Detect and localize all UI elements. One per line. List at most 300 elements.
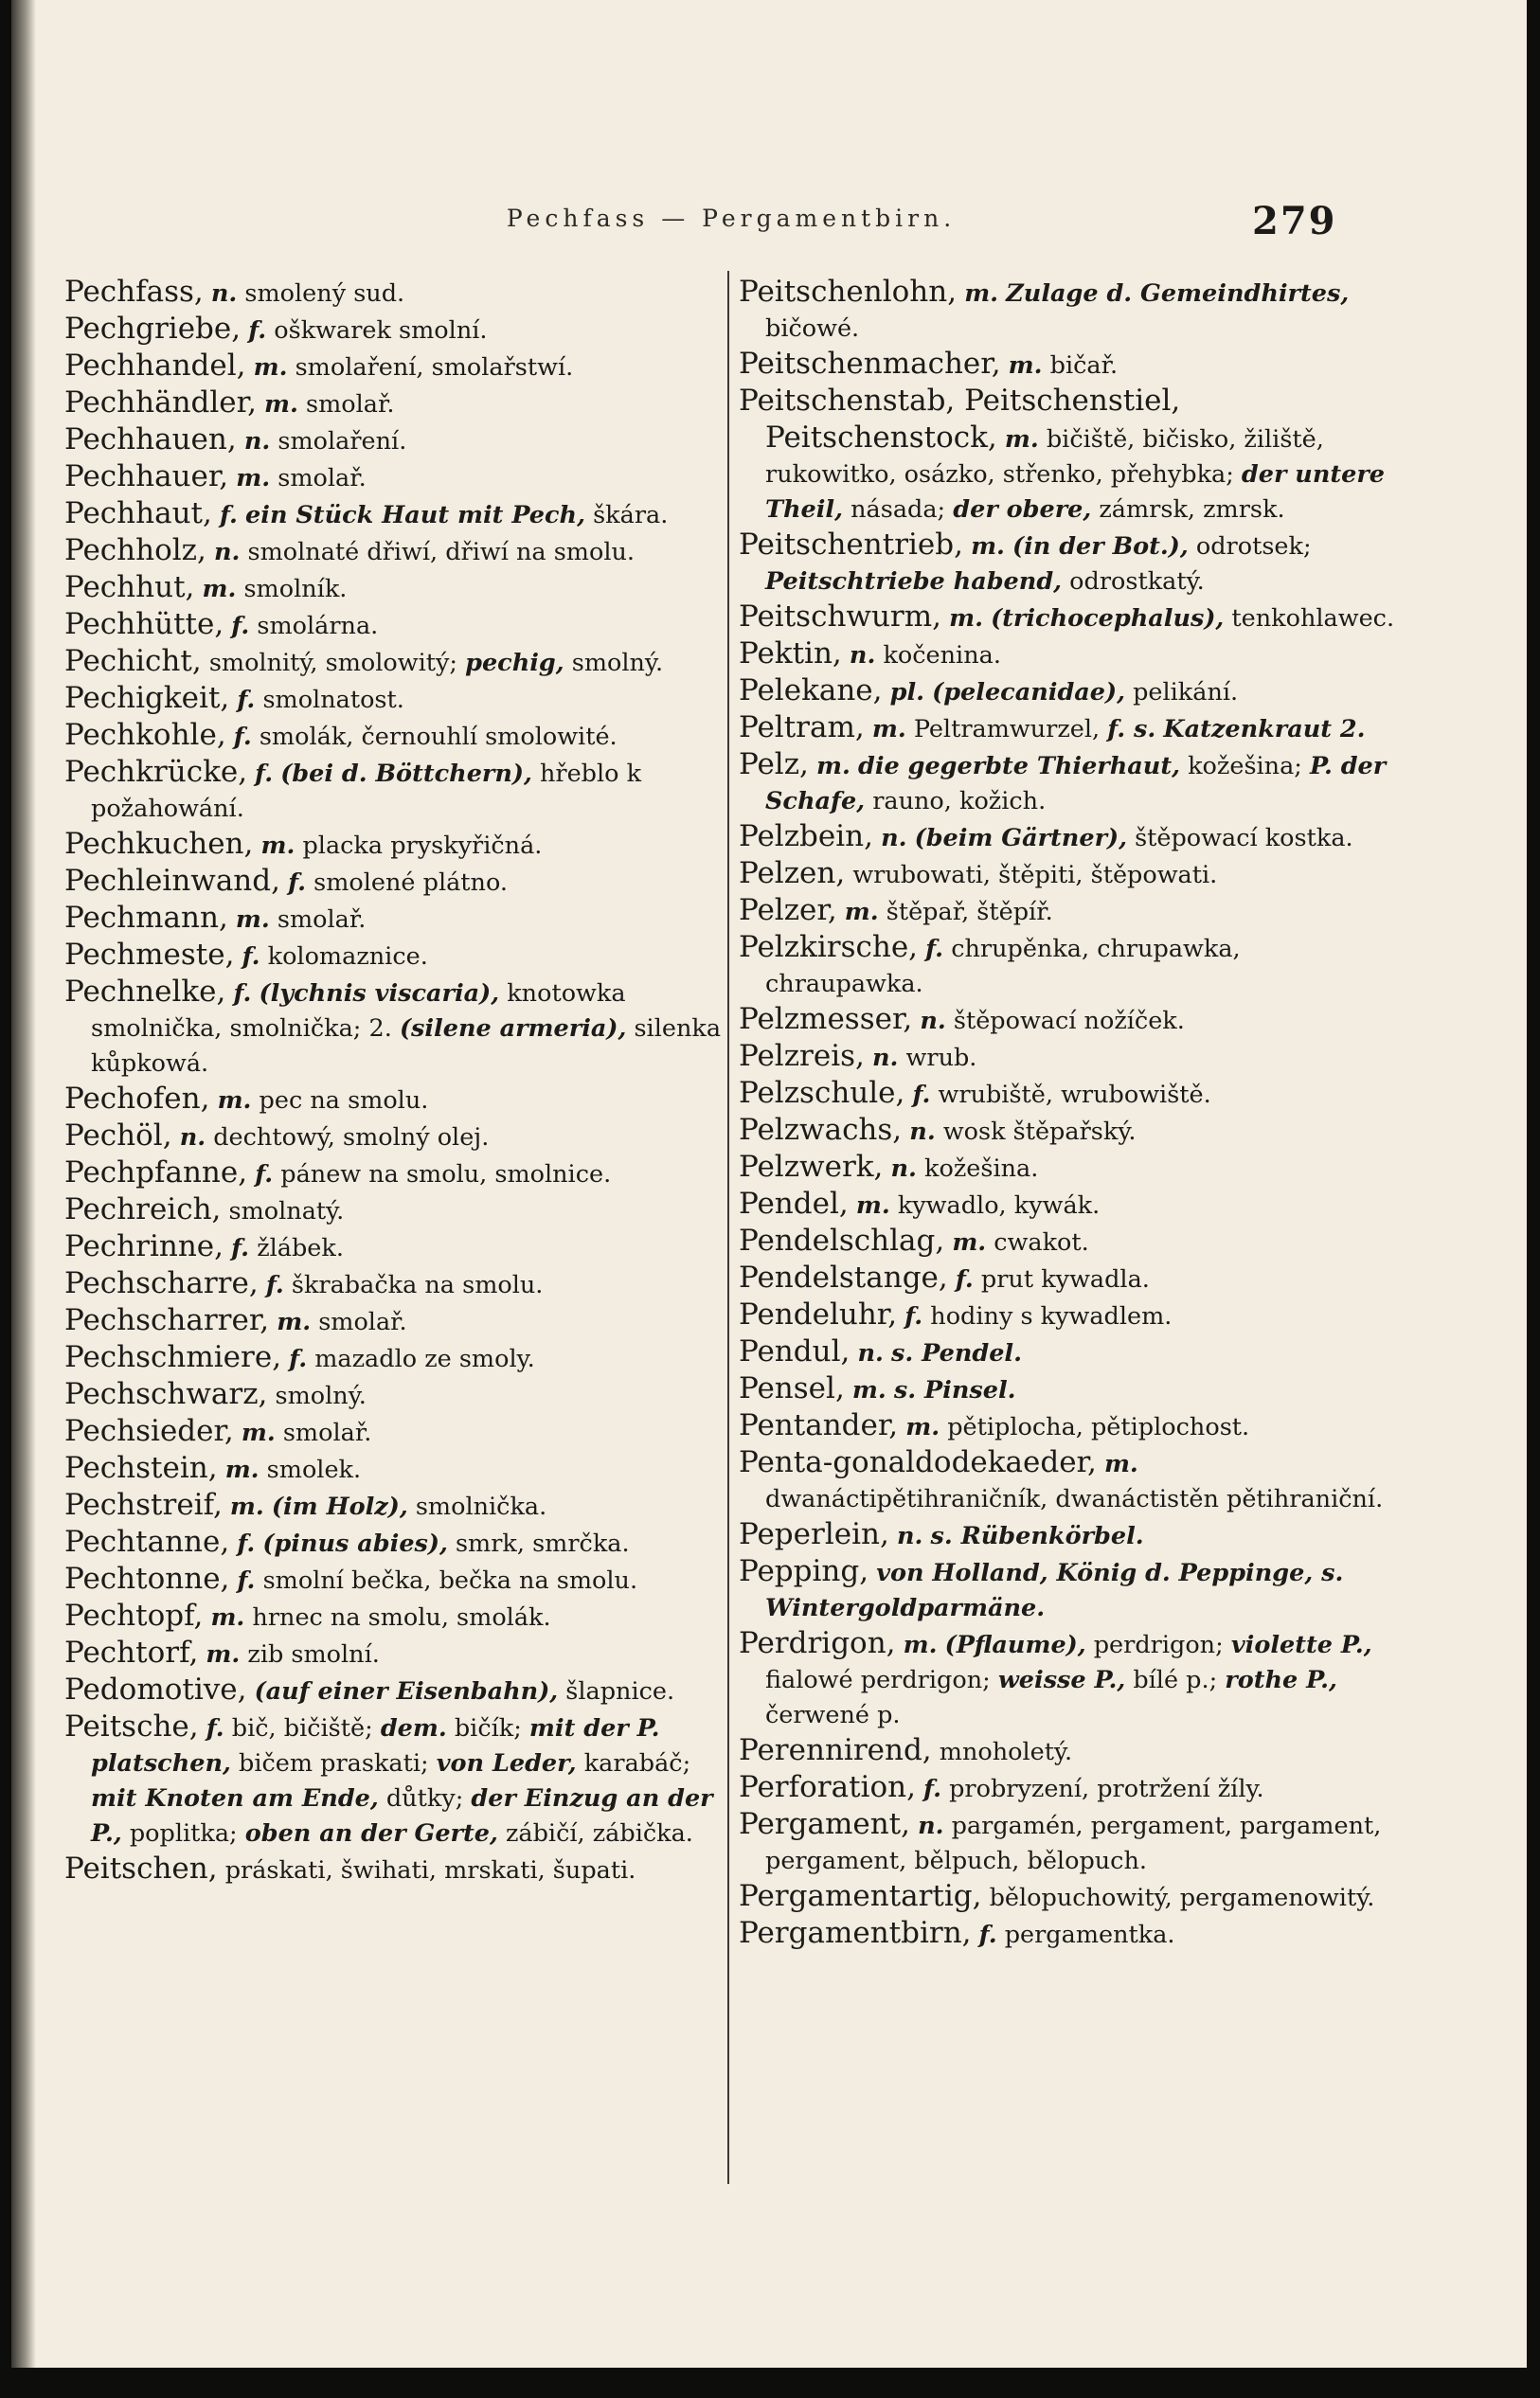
dictionary-entry (64, 1118, 722, 1155)
entry-headword: Pechtanne, (64, 1525, 230, 1559)
entry-definition: placka pryskyřičná. (302, 832, 543, 860)
entry-headword: Perforation, (739, 1770, 916, 1804)
entry-headword: Pelzschule, (739, 1076, 905, 1110)
entry-headword: Pechreich, (64, 1192, 222, 1226)
entry-definition: smolnaté dřiwí, dřiwí na smolu. (247, 538, 636, 566)
entry-grammar: m. (964, 279, 999, 308)
entry-grammar: n. (213, 538, 241, 566)
entry-grammar: f. (237, 686, 256, 714)
entry-grammar: m. (949, 604, 983, 633)
entry-grammar: f. (925, 935, 944, 963)
entry-definition: smolař. (277, 905, 367, 934)
entry-headword: Pendelschlag, (739, 1224, 945, 1258)
entry-headword: Pechschwarz, (64, 1377, 268, 1411)
entry-grammar: f. (904, 1302, 923, 1331)
entry-grammar: m. (210, 1603, 245, 1632)
dictionary-entry (64, 349, 722, 385)
right-column (739, 275, 1402, 1953)
entry-grammar: n. (857, 1339, 884, 1368)
entry-headword: Pechpfanne, (64, 1155, 248, 1190)
entry-headword: Pechschmiere, (64, 1340, 282, 1374)
entry-definition: pergamentka. (1004, 1921, 1175, 1949)
entry-definition: smolař. (282, 1419, 372, 1447)
entry-headword: Pechhauen, (64, 422, 237, 456)
entry-german-phrase: pechig, (465, 649, 564, 677)
entry-headword: Pelzreis, (739, 1039, 865, 1073)
entry-grammar: n. (918, 1812, 944, 1840)
entry-grammar: f. (255, 760, 274, 788)
entry-headword: Pechscharre, (64, 1266, 259, 1300)
dictionary-entry (739, 1916, 1402, 1953)
entry-german-phrase: rothe P., (1225, 1666, 1337, 1694)
entry-headword: Pechrinne, (64, 1229, 224, 1263)
entry-grammar: m. (851, 1376, 886, 1405)
entry-definition: wrub. (905, 1044, 977, 1072)
entry-definition: bičař. (1049, 351, 1119, 380)
entry-german-phrase: Zulage d. Gemeindhirtes, (1006, 279, 1350, 308)
dictionary-entry (739, 1770, 1402, 1807)
dictionary-entry (64, 681, 722, 718)
entry-definition: poplitka; (129, 1819, 238, 1848)
column-divider (727, 271, 729, 2184)
entry-german-phrase: (trichocephalus), (991, 604, 1225, 633)
entry-definition: odrotsek; (1195, 532, 1312, 561)
entry-headword: Pechkohle, (64, 718, 226, 752)
entry-grammar: m. (241, 1419, 276, 1447)
entry-definition: prut kywadla. (980, 1265, 1150, 1294)
entry-grammar: f. (233, 979, 252, 1008)
entry-definition: pec na smolu. (259, 1086, 429, 1115)
entry-grammar: m. (844, 898, 879, 926)
dictionary-entry (739, 1807, 1402, 1879)
dictionary-entry (739, 1334, 1402, 1371)
dictionary-entry (64, 1451, 722, 1488)
entry-definition: kožešina; (1188, 752, 1302, 780)
entry-headword: Peitschenlohn, (739, 275, 958, 309)
entry-grammar: m. (905, 1413, 940, 1441)
entry-definition: šlapnice. (565, 1677, 675, 1706)
entry-headword: Pechhändler, (64, 385, 257, 420)
entry-definition: silenka kůpkowá. (91, 1014, 722, 1078)
dictionary-entry (64, 1562, 722, 1599)
entry-grammar: f. (289, 1345, 308, 1373)
entry-definition: hodiny s kywadlem. (930, 1302, 1173, 1331)
dictionary-entry (64, 1673, 722, 1709)
dictionary-entry (64, 422, 722, 459)
entry-headword: Pelzmesser, (739, 1002, 913, 1036)
entry-german-phrase: Katzenkraut 2. (1163, 715, 1366, 743)
entry-definition: smolař. (278, 464, 367, 492)
entry-headword: Pendeluhr, (739, 1297, 898, 1332)
entry-definition: probryzení, protržení žíly. (949, 1775, 1264, 1803)
entry-headword: Pelzen, (739, 856, 846, 890)
entry-grammar: m. (236, 464, 271, 492)
entry-grammar: f. (237, 1566, 256, 1595)
entry-definition: kočenina. (883, 641, 1001, 670)
entry-grammar: f. (233, 723, 252, 751)
entry-headword: Pechhütte, (64, 607, 224, 641)
dictionary-entry (739, 384, 1402, 528)
entry-definition: bičík; (454, 1714, 522, 1743)
entry-definition: oškwarek smolní. (274, 316, 488, 345)
dictionary-entry (739, 636, 1402, 673)
entry-grammar: m. (264, 390, 298, 419)
entry-headword: Pechigkeit, (64, 681, 230, 715)
entry-definition: smolený sud. (244, 279, 405, 308)
entry-headword: Pektin, (739, 636, 842, 671)
entry-grammar: n. (896, 1522, 923, 1550)
entry-german-phrase: (in der Bot.), (1012, 532, 1189, 561)
entry-definition: bič, bičiště; (231, 1714, 373, 1743)
entry-definition: smolené plátno. (313, 868, 508, 897)
entry-definition: rauno, kožich. (872, 787, 1047, 815)
entry-headword: Pechtopf, (64, 1599, 204, 1633)
entry-headword: Pelzwachs, (739, 1113, 903, 1147)
entry-definition: smolař. (318, 1308, 407, 1336)
entry-headword: Peitschen, (64, 1852, 218, 1886)
entry-definition: mnoholetý. (939, 1738, 1073, 1766)
entry-grammar: m. (224, 1456, 260, 1484)
dictionary-entry (739, 528, 1402, 600)
entry-definition: zábičí, zábička. (505, 1819, 693, 1848)
entry-headword: Perdrigon, (739, 1626, 896, 1660)
entry-definition: hrnec na smolu, smolák. (252, 1603, 551, 1632)
left-column (64, 275, 722, 1888)
entry-grammar: m. (202, 575, 237, 603)
dictionary-entry (64, 975, 722, 1082)
entry-german-phrase: Peitschtriebe habend, (765, 567, 1063, 596)
entry-german-phrase: (silene armeria), (399, 1014, 627, 1043)
entry-definition: pargamén, pergament, pargament, pergament, bělpuch, bělopuch. (765, 1812, 1382, 1875)
entry-german-phrase: (bei d. Böttchern), (280, 760, 532, 788)
dictionary-entry (64, 1155, 722, 1192)
entry-german-phrase: mit der P. platschen, (91, 1714, 660, 1778)
entry-grammar: m. (871, 715, 906, 743)
dictionary-entry (739, 673, 1402, 710)
entry-definition: bělopuchowitý, pergamenowitý. (989, 1884, 1375, 1912)
dictionary-entry (739, 1039, 1402, 1076)
entry-grammar: f. (219, 501, 238, 529)
dictionary-entry (64, 1599, 722, 1636)
entry-grammar: m. (260, 832, 295, 860)
page-edge (11, 2368, 1527, 2398)
dictionary-entry (739, 1297, 1402, 1334)
entry-definition: wosk štěpařský. (942, 1118, 1137, 1146)
dictionary-entry (739, 1554, 1402, 1626)
entry-german-phrase: ein Stück Haut mit Pech, (245, 501, 585, 529)
entry-grammar: n. (210, 279, 238, 308)
dictionary-entry (739, 1408, 1402, 1445)
entry-definition: zámrsk, zmrsk. (1099, 495, 1285, 524)
entry-grammar: n. (849, 641, 876, 670)
dictionary-entry (739, 1371, 1402, 1408)
entry-headword: Pendel, (739, 1187, 849, 1221)
entry-definition: bílé p.; (1133, 1666, 1218, 1694)
entry-definition: mazadlo ze smoly. (314, 1345, 535, 1373)
entry-headword: Pechofen, (64, 1082, 210, 1116)
entry-grammar: m. (277, 1308, 312, 1336)
dictionary-entry (739, 1002, 1402, 1039)
entry-definition: smolák, černouhlí smolowité. (259, 723, 618, 751)
dictionary-entry (64, 827, 722, 864)
entry-definition: bičowé. (765, 314, 860, 343)
entry-grammar: f. (255, 1160, 274, 1189)
dictionary-entry (64, 1709, 722, 1852)
entry-headword: Penta-gonaldodekaeder, (739, 1445, 1097, 1479)
entry-definition: dwanáctipětihraničník, dwanáctistěn pětihraniční. (765, 1485, 1384, 1513)
entry-headword: Pechmeste, (64, 938, 235, 972)
dictionary-entry (64, 312, 722, 349)
entry-definition: wrubowati, štěpiti, štěpowati. (852, 861, 1218, 889)
entry-headword: Peitschentrieb, (739, 528, 963, 562)
entry-headword: Peitschwurm, (739, 600, 941, 634)
entry-definition: smolaření, smolařstwí. (295, 353, 574, 382)
entry-german-phrase: von Holland, König d. Peppinge, s. Wintergoldparmäne. (765, 1559, 1344, 1622)
entry-definition: fialowé perdrigon; (765, 1666, 991, 1694)
dictionary-entry (64, 1636, 722, 1673)
entry-grammar: n. (881, 824, 907, 852)
entry-german-phrase: von Leder, (436, 1749, 577, 1778)
entry-definition: smolek. (266, 1456, 362, 1484)
entry-headword: Pelzwerk, (739, 1150, 884, 1184)
entry-headword: Pepping, (739, 1554, 869, 1588)
entry-definition: pánew na smolu, smolnice. (280, 1160, 612, 1189)
dictionary-entry (739, 347, 1402, 384)
dictionary-entry (64, 1303, 722, 1340)
entry-definition: škrabačka na smolu. (291, 1271, 544, 1299)
dictionary-entry (64, 1192, 722, 1229)
entry-definition: smolník. (243, 575, 348, 603)
entry-headword: Pechkrücke, (64, 755, 248, 789)
entry-headword: Pechleinwand, (64, 864, 280, 898)
entry-headword: Pechhandel, (64, 349, 246, 383)
dictionary-entry (739, 1113, 1402, 1150)
entry-headword: Peitsche, (64, 1709, 199, 1744)
entry-grammar: f. (288, 868, 307, 897)
entry-definition: smolný. (571, 649, 664, 677)
entry-headword: Pechtorf, (64, 1636, 199, 1670)
entry-headword: Pechscharrer, (64, 1303, 270, 1337)
entry-grammar: n. (243, 427, 271, 456)
entry-headword: Pechhauer, (64, 459, 229, 493)
page-number: 279 (1252, 199, 1337, 243)
dictionary-entry (64, 864, 722, 901)
dictionary-entry (739, 1224, 1402, 1261)
entry-grammar: f. (231, 1234, 250, 1262)
entry-headword: Pechnelke, (64, 975, 226, 1009)
entry-grammar: m. (855, 1191, 890, 1220)
dictionary-entry (739, 747, 1402, 819)
entry-grammar: f. (923, 1775, 941, 1803)
entry-headword: Pechfass, (64, 275, 204, 309)
entry-headword: Pechtonne, (64, 1562, 230, 1596)
entry-headword: Pelz, (739, 747, 809, 781)
entry-german-phrase: violette P., (1230, 1631, 1372, 1659)
entry-headword: Pedomotive, (64, 1673, 247, 1707)
entry-definition: kolomaznice. (267, 942, 428, 971)
dictionary-entry (739, 930, 1402, 1002)
entry-definition: smolař. (306, 390, 395, 419)
entry-german-phrase: (pelecanidae), (932, 678, 1125, 707)
entry-grammar: f. (248, 316, 267, 345)
entry-definition: čerwené p. (765, 1701, 901, 1729)
entry-grammar: f. (237, 1530, 256, 1558)
entry-definition: smolárna. (257, 612, 379, 640)
entry-german-phrase: (pinus abies), (262, 1530, 448, 1558)
entry-definition: bičem praskati; (239, 1749, 429, 1778)
dictionary-entry (64, 1525, 722, 1562)
entry-definition: chrupěnka, chrupawka, chraupawka. (765, 935, 1241, 998)
entry-headword: Pendelstange, (739, 1261, 948, 1295)
entry-definition: smolnatý. (228, 1197, 345, 1226)
entry-headword: Pechsieder, (64, 1414, 234, 1448)
entry-definition: štěpowací kostka. (1135, 824, 1353, 852)
dictionary-entry (64, 1266, 722, 1303)
entry-headword: Pechhaut, (64, 496, 212, 530)
dictionary-entry (64, 901, 722, 938)
entry-headword: Pergament, (739, 1807, 910, 1841)
entry-grammar: f. (978, 1921, 997, 1949)
entry-grammar: f. s. (1107, 715, 1156, 743)
entry-definition: pětiplocha, pětiplochost. (947, 1413, 1250, 1441)
entry-grammar: n. (179, 1123, 206, 1152)
entry-german-phrase: (beim Gärtner), (914, 824, 1127, 852)
dictionary-entry (739, 275, 1402, 347)
dictionary-entry (64, 1414, 722, 1451)
entry-headword: Pechstreif, (64, 1488, 223, 1522)
entry-headword: Pechstein, (64, 1451, 218, 1485)
dictionary-entry (739, 1879, 1402, 1916)
entry-german-phrase: dem. (380, 1714, 447, 1743)
entry-headword: Pensel, (739, 1371, 845, 1405)
entry-definition: tenkohlawec. (1231, 604, 1395, 633)
entry-headword: Pergamentartig, (739, 1879, 982, 1913)
entry-grammar: m. (952, 1228, 987, 1257)
dictionary-entry (64, 459, 722, 496)
entry-definition: kywadlo, kywák. (897, 1191, 1101, 1220)
entry-headword: Pelzer, (739, 893, 837, 927)
entry-definition: zib smolní. (247, 1640, 380, 1669)
entry-grammar: f. (955, 1265, 974, 1294)
entry-german-phrase: (auf einer Eisenbahn), (254, 1677, 559, 1706)
entry-german-phrase: die gegerbte Thierhaut, (858, 752, 1180, 780)
entry-german-phrase: s. Pendel. (891, 1339, 1022, 1368)
entry-grammar: m. (1004, 425, 1039, 454)
running-header: Pechfass — Pergamentbirn. (506, 205, 957, 232)
entry-headword: Pentander, (739, 1408, 899, 1442)
entry-grammar: m. (1008, 351, 1043, 380)
dictionary-entry (739, 1733, 1402, 1770)
entry-grammar: n. (920, 1007, 946, 1035)
entry-headword: Pechholz, (64, 533, 206, 567)
entry-definition: Peltramwurzel, (913, 715, 1101, 743)
dictionary-entry (64, 275, 722, 312)
entry-grammar: m. (253, 353, 288, 382)
entry-grammar: m. (816, 752, 851, 780)
entry-definition: práskati, šwihati, mrskati, šupati. (224, 1856, 636, 1885)
entry-headword: Peltram, (739, 710, 865, 744)
entry-definition: smolný. (275, 1382, 367, 1410)
entry-definition: wrubiště, wrubowiště. (938, 1081, 1211, 1109)
entry-german-phrase: (im Holz), (271, 1493, 408, 1521)
dictionary-entry (739, 1150, 1402, 1187)
entry-headword: Perennirend, (739, 1733, 932, 1767)
entry-definition: cwakot. (994, 1228, 1089, 1257)
dictionary-entry (64, 496, 722, 533)
entry-headword: Pelekane, (739, 673, 883, 707)
entry-definition: násada; (851, 495, 946, 524)
dictionary-entry (64, 938, 722, 975)
entry-grammar: f. (265, 1271, 284, 1299)
entry-grammar: m. (217, 1086, 252, 1115)
dictionary-entry (64, 1852, 722, 1888)
entry-definition: štěpař, štěpíř. (886, 898, 1053, 926)
dictionary-entry (64, 718, 722, 755)
dictionary-entry (64, 1340, 722, 1377)
entry-grammar: n. (872, 1044, 899, 1072)
entry-grammar: m. (206, 1640, 241, 1669)
entry-definition: knotowka smolnička, smolnička; 2. (91, 979, 626, 1043)
entry-definition: smolní bečka, bečka na smolu. (262, 1566, 638, 1595)
entry-definition: perdrigon; (1093, 1631, 1224, 1659)
dictionary-entry (739, 1261, 1402, 1297)
entry-german-phrase: der obere, (953, 495, 1092, 524)
dictionary-entry (64, 1377, 722, 1414)
entry-headword: Pelzbein, (739, 819, 873, 853)
book-page (11, 0, 1527, 2368)
entry-german-phrase: (lychnis viscaria), (259, 979, 500, 1008)
entry-grammar: m. (903, 1631, 938, 1659)
entry-definition: kožešina. (924, 1154, 1039, 1183)
entry-definition: důtky; (385, 1784, 464, 1813)
dictionary-entry (739, 1076, 1402, 1113)
entry-grammar: n. (909, 1118, 936, 1146)
dictionary-entry (739, 710, 1402, 747)
entry-grammar: pl. (889, 678, 925, 707)
dictionary-entry (64, 533, 722, 570)
entry-headword: Pechkuchen, (64, 827, 254, 861)
entry-german-phrase: weisse P., (997, 1666, 1126, 1694)
dictionary-entry (739, 1517, 1402, 1554)
entry-definition: štěpowací nožíček. (953, 1007, 1185, 1035)
entry-headword: Pechicht, (64, 644, 202, 678)
entry-definition: škára. (593, 501, 669, 529)
dictionary-entry (64, 1488, 722, 1525)
entry-definition: pelikání. (1133, 678, 1239, 707)
dictionary-entry (739, 856, 1402, 893)
dictionary-entry (739, 600, 1402, 636)
entry-german-phrase: (Pflaume), (944, 1631, 1086, 1659)
dictionary-entry (739, 1445, 1402, 1517)
entry-definition: karabáč; (583, 1749, 691, 1778)
entry-headword: Pechöl, (64, 1118, 172, 1153)
entry-definition: bičiště, bičisko, žiliště, rukowitko, osázko, střenko, přehybka; (765, 425, 1324, 489)
dictionary-entry (64, 607, 722, 644)
entry-definition: odrostkatý. (1069, 567, 1205, 596)
entry-headword: Peperlein, (739, 1517, 889, 1551)
entry-definition: smolnitý, smolowitý; (208, 649, 457, 677)
binding-gutter (11, 0, 36, 2368)
entry-grammar: f. (231, 612, 250, 640)
entry-grammar: f. (206, 1714, 224, 1743)
entry-grammar: f. (242, 942, 260, 971)
entry-definition: smrk, smrčka. (455, 1530, 630, 1558)
entry-german-phrase: mit Knoten am Ende, (91, 1784, 379, 1813)
entry-grammar: f. (912, 1081, 931, 1109)
dictionary-entry (739, 1187, 1402, 1224)
entry-headword: Peitschenmacher, (739, 347, 1001, 381)
entry-german-phrase: der untere Theil, (765, 460, 1386, 524)
